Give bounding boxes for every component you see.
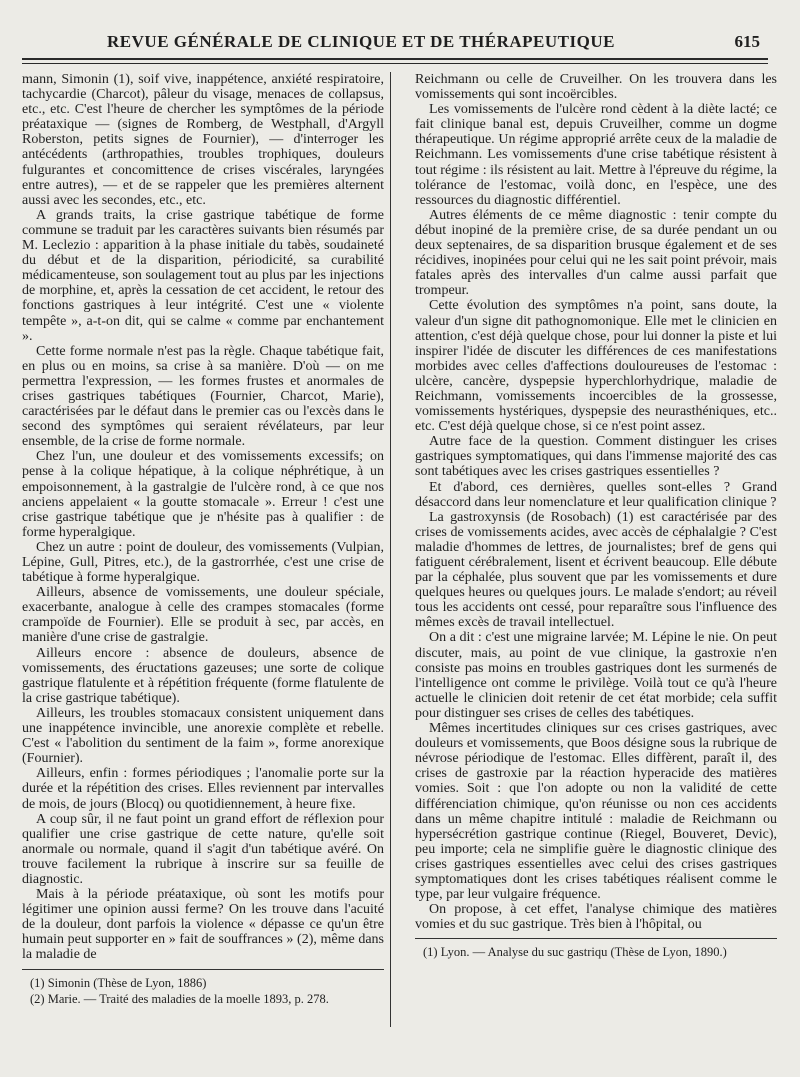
paragraph: Chez l'un, une douleur et des vomissements excessifs; on pense à la colique hépatique, à la colique néphrétique, à un empoisonnement, à la gastralgie de l'ulcère rond, à ce que nos anciens appelaient « la goutte stomacale ». Erreur ! c'est une crise gastrique tabétique que je n'hésite pas à qualifier : de forme hyperalgique. [22,449,384,540]
column-divider [390,72,391,1027]
text-columns [22,72,777,1007]
paragraph: A grands traits, la crise gastrique tabétique de forme commune se traduit par les caractères suivants bien résumés par M. Leclezio : apparition à la phase initiale du tabès, soudaineté du début et de la disparition, périodicité, sa curabilité médicamenteuse, son soulagement tout au plus par les injections de morphine, et, après la cessation de cet accident, le retour des fonctions gastriques à leur intégrité. C'est une « violente tempête », a-t-on dit, qui se calme « comme par enchantement ». [22,207,384,344]
page-number: 615 [734,32,760,51]
paragraph: mann, Simonin (1), soif vive, inappétence, anxiété respiratoire, tachycardie (Charcot), pâleur du visage, menaces de collapsus, etc., etc. C'est l'heure de chercher les symptômes de la période préataxique — (signes de Romberg, de Westphall, d'Argyll Roberston, petits signes de Fournier), — d'interroger les antécédents (arthropathies, troubles trophiques, douleurs fulgurantes et concomittence de crises viscérales, laryngées entre autres), — et de se rappeler que les premières alternent aussi avec les secondes, etc., etc. [22,72,384,208]
header-rule [22,58,768,60]
header-rule-thin [22,63,768,64]
paragraph: La gastroxynsis (de Rosobach) (1) est caractérisée par des crises de vomissements acides, avec accès de céphalalgie ? C'est maladie d'hommes de lettres, de journalistes; bref de gens qui fatiguent cérébralement, lisent et écrivent beaucoup. Elle débute par la céphalée, plus souvent que par les vomissements et dure quelques heures ou quelques jours. Le malade s'endort; au réveil tous les accidents ont cessé, pour reparaître sous l'influence des mêmes excès de travail intellectuel. [415,509,777,631]
footnote-rule [415,938,777,939]
paragraph: Cette forme normale n'est pas la règle. Chaque tabétique fait, en plus ou en moins, sa crise à sa manière. D'où — on me permettra l'expression, — les formes frustes et anormales de crises gastriques tabétiques (Fournier, Charcot, Marie), caractérisées par le défaut dans le premier cas ou l'excès dans le second des symptômes qui seraient révélateurs, par leur ensemble, de la crise de forme normale. [22,343,384,450]
paragraph: Ailleurs encore : absence de douleurs, absence de vomissements, des éructations gazeuses; une sorte de colique gastrique flatulente et à répétition fréquente (forme flatulente de la crise gastrique tabétique). [22,645,384,706]
paragraph: Cette évolution des symptômes n'a point, sans doute, la valeur d'un signe dit pathognomonique. Elle met le clinicien en attention, c'est déjà quelque chose, pour lui donner la piste et lui inspirer l'idée de discuter les différences de ces manifestations morbides avec celles d'affections douloureuses de l'estomac : ulcère, cancère, dyspepsie hyperchlorhydrique, maladie de Reichmann, vomissements incoercibles de la grossesse, vomissements hystériques, dyspepsie des neurasthéniques, etc.. etc. C'est déjà quelque chose, si ce n'est point assez. [415,298,777,435]
page-header [22,30,760,58]
left-column [22,72,384,1007]
running-head: REVUE GÉNÉRALE DE CLINIQUE ET DE THÉRAPEUTIQUE [107,32,615,51]
footnote-rule [22,969,384,970]
paragraph: Ailleurs, les troubles stomacaux consistent uniquement dans une inappétence invincible, une anorexie complète et rebelle. C'est « l'abolition du sentiment de la faim », forme anorexique (Fournier). [22,705,384,767]
footnote: (1) Simonin (Thèse de Lyon, 1886) [30,975,207,990]
paragraph: Reichmann ou celle de Cruveilher. On les trouvera dans les vomissements qui sont incoërcibles. [415,72,777,103]
footnote: (2) Marie. — Traité des maladies de la moelle 1893, p. 278. [30,991,329,1006]
paragraph: Les vomissements de l'ulcère rond cèdent à la diète lacté; ce fait clinique banal est, depuis Cruveilher, comme un dogme thérapeutique. Un régime approprié arrête ceux de la maladie de Reichmann. Les vomissements d'une crise tabétique résistent à tout régime : ils résistent au lait. Mettre à l'épreuve du régime, la tolérance de l'estomac, voilà donc, en l'espèce, une des ressources du diagnostic différentiel. [415,102,777,208]
paragraph: On propose, à cet effet, l'analyse chimique des matières vomies et du suc gastrique. Très bien à l'hôpital, ou [415,902,777,933]
paragraph: Chez un autre : point de douleur, des vomissements (Vulpian, Lépine, Gull, Pitres, etc.), de la gastrorrhée, c'est une crise de tabétique à forme hyperalgique. [22,539,384,586]
right-column [415,72,777,1007]
paragraph: A coup sûr, il ne faut point un grand effort de réflexion pour qualifier une crise gastrique de cette nature, qu'elle soit anormale ou normale, quand il s'agit d'un tabétique avéré. On trouve facilement la rubrique à inscrire sur sa feuille de diagnostic. [22,811,384,887]
paragraph: Ailleurs, absence de vomissements, une douleur spéciale, exacerbante, analogue à celle des crampes stomacales (forme crampoïde de Fournier). Elle se produit à sec, par accès, en manière d'une crise de gastralgie. [22,585,384,646]
paragraph: Ailleurs, enfin : formes périodiques ; l'anomalie porte sur la durée et la répétition des crises. Elles reviennent par intervalles de mois, de jours (Blocq) ou quotidiennement, à heure fixe. [22,766,384,812]
paragraph: Autre face de la question. Comment distinguer les crises gastriques symptomatiques, qui dans l'immense majorité des cas sont tabétiques avec les crises gastriques essentielles ? [415,434,777,480]
paragraph: On a dit : c'est une migraine larvée; M. Lépine le nie. On peut discuter, mais, au point de vue clinique, la gastroxie n'en consiste pas moins en troubles gastriques dont les surmenés de l'intelligence ont comme le privilège. Voilà tout ce qu'à l'heure actuelle le clinicien doit retenir de cet état morbide; cela suffit pour distinguer ses crises de celles des tabétiques. [415,630,777,721]
paragraph: Autres éléments de ce même diagnostic : tenir compte du début inopiné de la première crise, de sa durée pendant un ou deux septenaires, de sa disparition brusque également et de ses récidives, inopinées pour celui qui ne les sait point prévoir, mais fatales après des intervalles d'un calme aussi parfait que trompeur. [415,207,777,299]
paragraph: Mais à la période préataxique, où sont les motifs pour légitimer une opinion aussi ferme? On les trouve dans l'acuité de la douleur, dont parfois la violence « dépasse ce qu'un être humain peut supporter en » fait de souffrances » (2), même dans la maladie de [22,887,384,963]
paragraph: Et d'abord, ces dernières, quelles sont-elles ? Grand désaccord dans leur nomenclature et leur qualification clinique ? [415,479,777,510]
footnote: (1) Lyon. — Analyse du suc gastriqu (Thèse de Lyon, 1890.) [423,945,727,960]
paragraph: Mêmes incertitudes cliniques sur ces crises gastriques, avec douleurs et vomissements, que Boos désigne sous la rubrique de névrose périodique de l'estomac. Elles diffèrent, paraît il, des crises de gastroxie par la réaction hyperacide des matières vomies. Soit : que l'on adopte ou non la validité de cette différenciation chimique, qu'on réunisse ou non ces accidents dans un même chapitre intitulé : maladie de Reichmann ou hypersécrétion gastrique continue (Riegel, Bouveret, Devic), peu importe; cela ne simplifie guère le diagnostic clinique des crises gastriques essentielles avec celui des crises gastriques symptomatiques dont les crises tabétiques réalisent comme le type, par leur vulgaire fréquence. [415,721,777,903]
